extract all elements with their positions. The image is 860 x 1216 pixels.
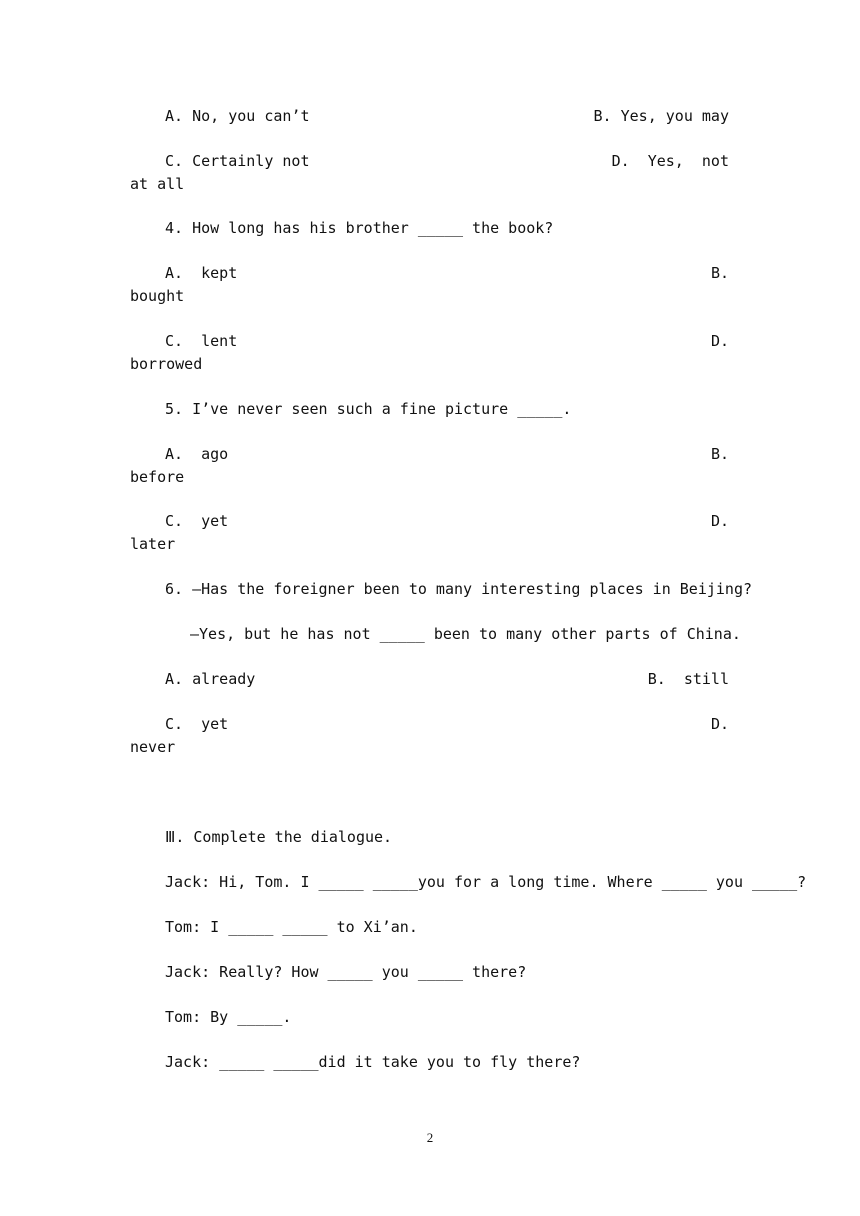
q5-option-b-text: before bbox=[130, 468, 185, 486]
q6-reply: —Yes, but he has not _____ been to many other parts of China. bbox=[190, 625, 741, 643]
q6-option-d-letter: D. bbox=[710, 715, 729, 733]
q4-option-b-text: bought bbox=[130, 287, 185, 305]
q4-option-d-letter: D. bbox=[710, 332, 729, 350]
q3-option-a: A. No, you can’t bbox=[165, 107, 310, 125]
dialogue-line: Jack: Hi, Tom. I _____ _____you for a long time. Where _____ you _____? bbox=[165, 873, 807, 891]
q6-option-d-text: never bbox=[130, 738, 176, 756]
q3-option-b: B. Yes, you may bbox=[593, 107, 729, 125]
dialogue-line: Jack: _____ _____did it take you to fly there? bbox=[165, 1053, 581, 1071]
q4-option-d-text: borrowed bbox=[130, 355, 203, 373]
q4-option-b-letter: B. bbox=[710, 264, 729, 282]
q5-option-b-letter: B. bbox=[710, 445, 729, 463]
q6-option-b: B. still bbox=[647, 670, 729, 688]
q5-option-c: C. yet bbox=[165, 512, 229, 530]
dialogue-line: Tom: By _____. bbox=[165, 1008, 292, 1026]
q5-option-d-text: later bbox=[130, 535, 176, 553]
q3-option-d-continued: at all bbox=[130, 175, 185, 193]
q4-option-c: C. lent bbox=[165, 332, 238, 350]
q4-option-a: A. kept bbox=[165, 264, 238, 282]
q3-option-c: C. Certainly not bbox=[165, 152, 310, 170]
q5-stem: 5. I’ve never seen such a fine picture _____. bbox=[165, 400, 572, 418]
page-number: 2 bbox=[426, 1130, 434, 1145]
q5-option-a: A. ago bbox=[165, 445, 229, 463]
q4-stem: 4. How long has his brother _____ the book? bbox=[165, 219, 554, 237]
dialogue-line: Jack: Really? How _____ you _____ there? bbox=[165, 963, 527, 981]
q6-option-a: A. already bbox=[165, 670, 256, 688]
dialogue-line: Tom: I _____ _____ to Xi’an. bbox=[165, 918, 418, 936]
q6-option-c: C. yet bbox=[165, 715, 229, 733]
q3-option-d: D. Yes, not bbox=[611, 152, 729, 170]
q5-option-d-letter: D. bbox=[710, 512, 729, 530]
q6-stem: 6. —Has the foreigner been to many interesting places in Beijing? bbox=[165, 580, 752, 598]
section-3-heading: Ⅲ. Complete the dialogue. bbox=[165, 828, 393, 846]
